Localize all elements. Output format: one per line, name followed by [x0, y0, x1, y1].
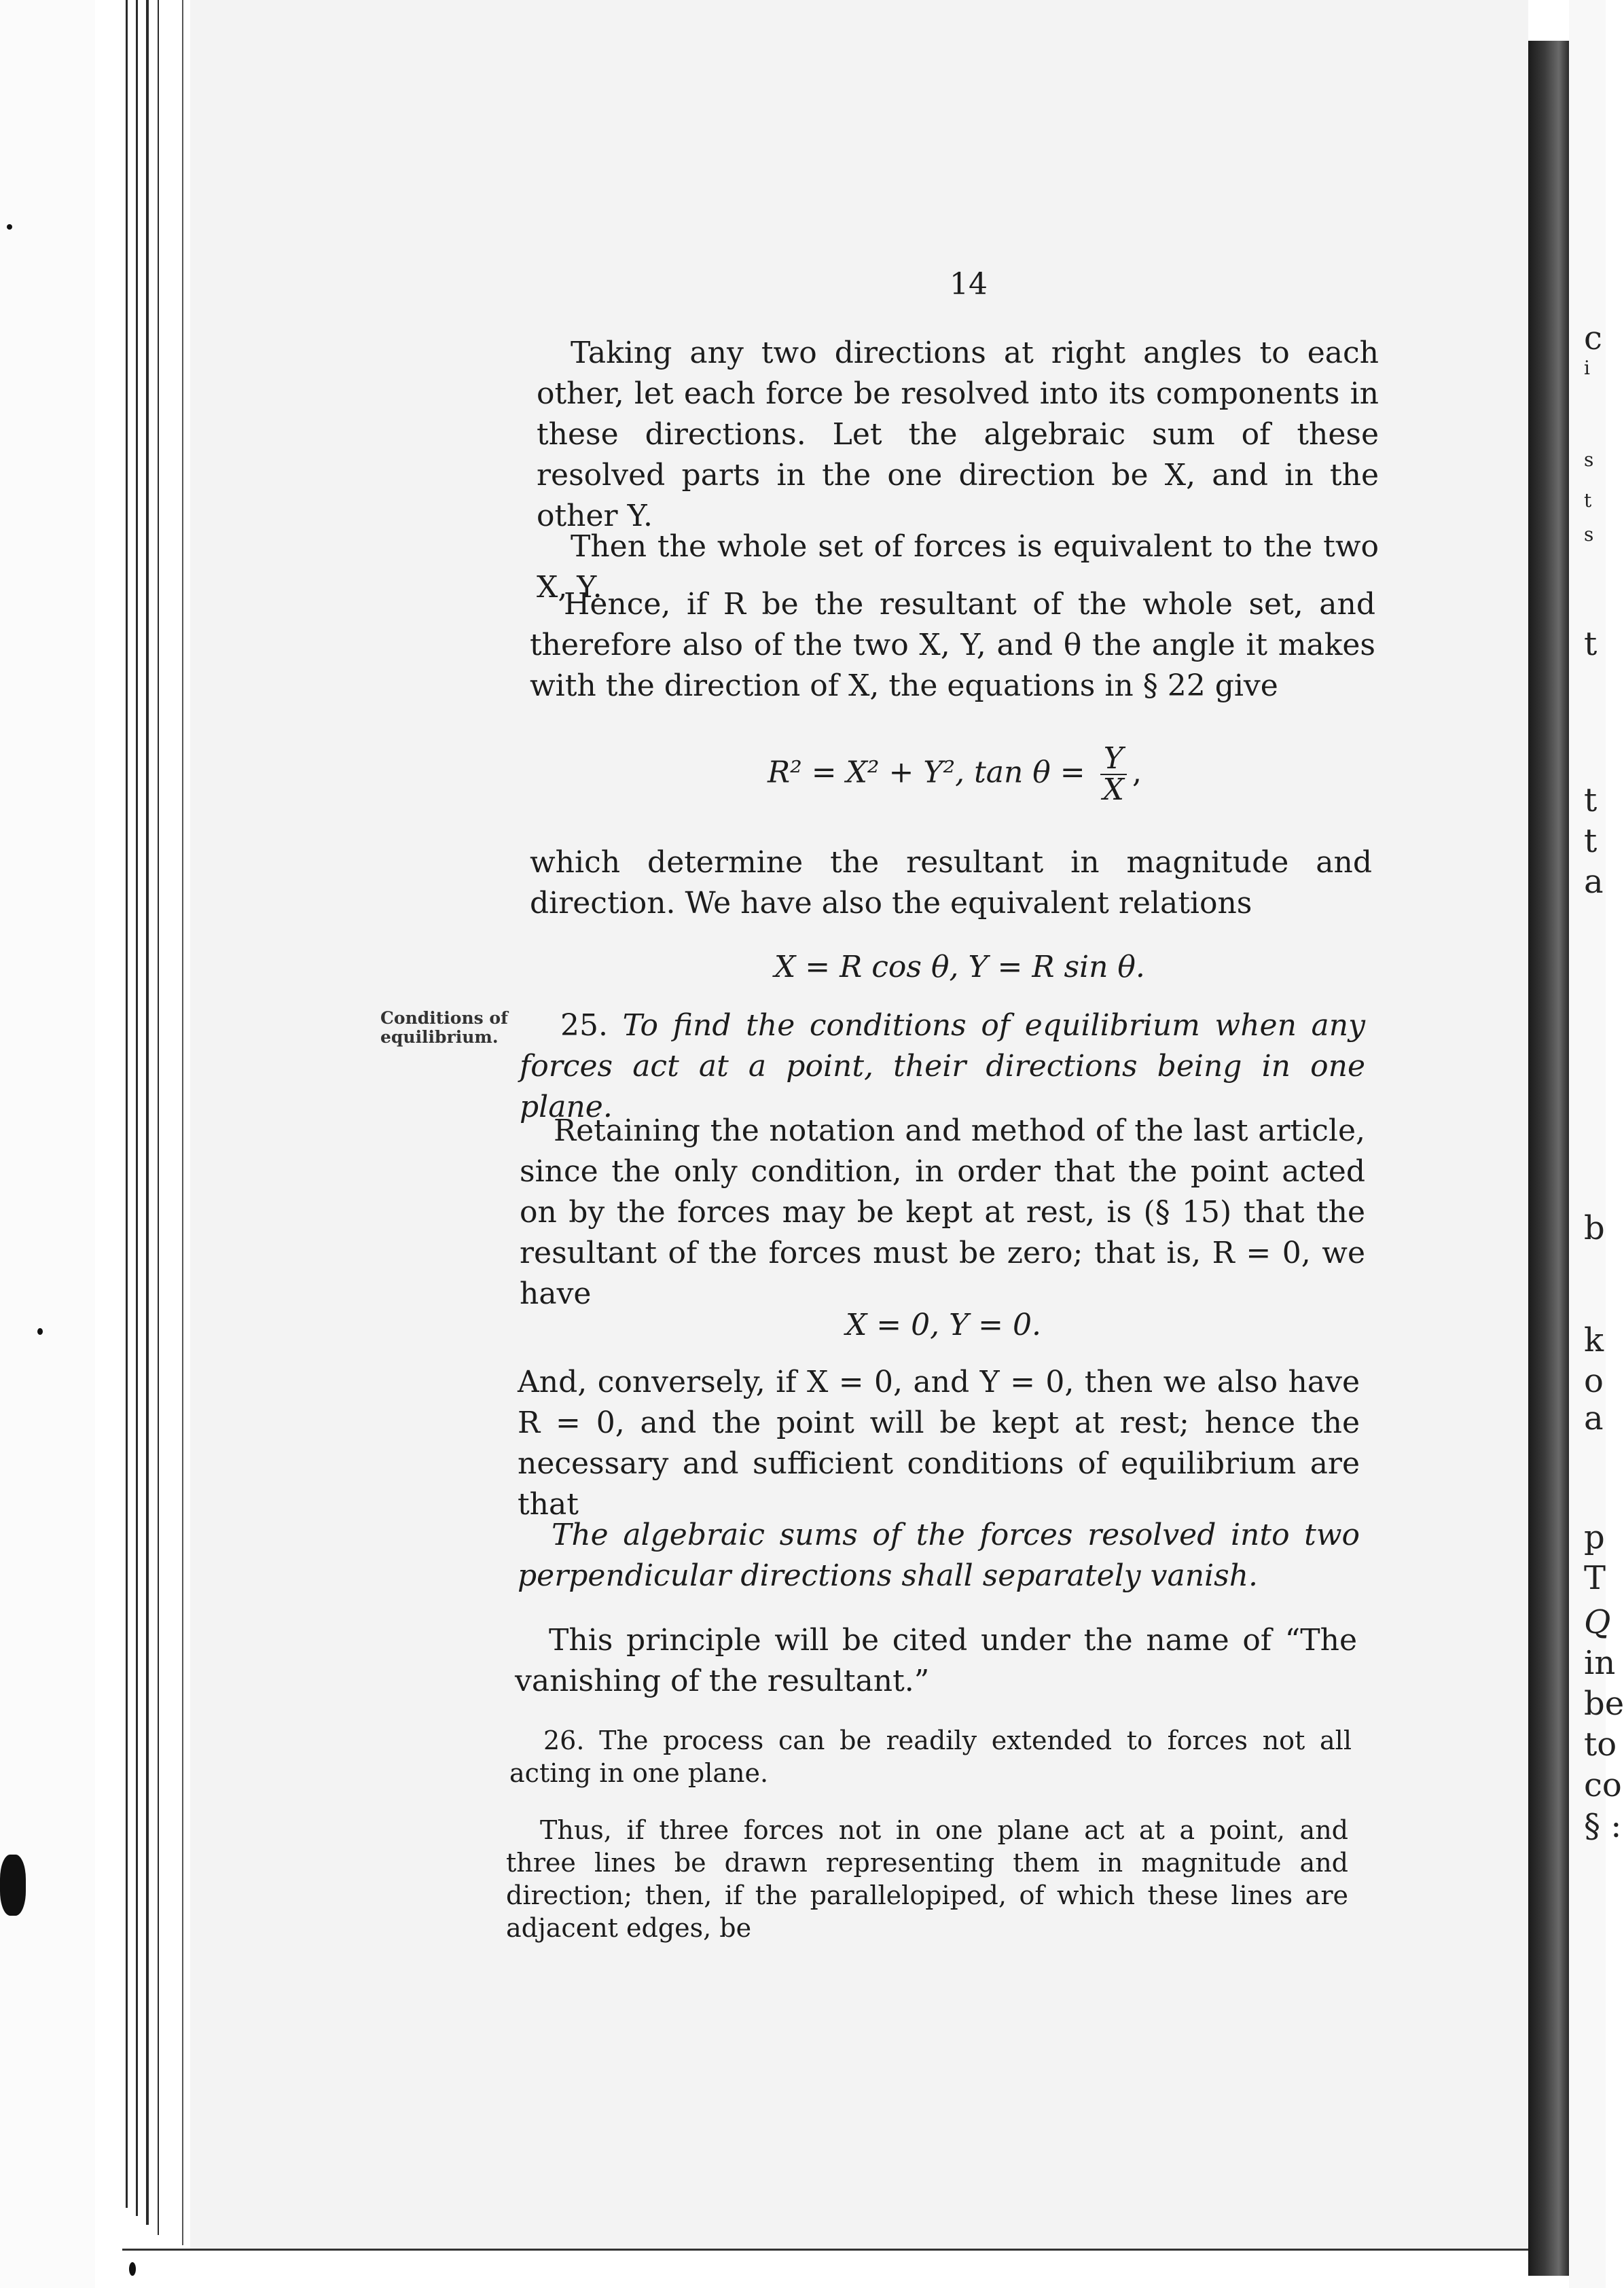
equation-resultant-end: , [1132, 755, 1142, 790]
paragraph-directions: Taking any two directions at right angles to each other, let each force be resolved into its components in these directions. Let the algebraic sum of these resolved parts in the one direction be X, and in the other Y. [537, 336, 1379, 533]
page-edge [146, 0, 149, 2225]
margin-note-line: equilibrium. [380, 1027, 499, 1047]
paragraph-equivalent-forces: Then the whole set of forces is equivalent to the two X, Y. [537, 529, 1379, 605]
page-edge [136, 0, 138, 2216]
adjacent-page-fragment: c i s t s t t t a b k o a p T Q in be to co § : [1569, 0, 1606, 2288]
paragraph-three-forces: Thus, if three forces not in one plane act at a point, and three lines be drawn representing them in magnitude and direction; then, if the parallelopiped, of which these lines are adjacent edges, be [506, 1815, 1348, 1943]
fraction-numerator: Y [1100, 744, 1127, 775]
paragraph-article-26: 26. The process can be readily extended to forces not all acting in one plane. [509, 1726, 1352, 1788]
scan-margin [0, 0, 95, 2288]
article-25-statement: To find the conditions of equilibrium when any forces act at a point, their directions being in one plane. [520, 1008, 1365, 1124]
paragraph-vanishing-resultant: This principle will be cited under the name of “The vanishing of the resultant.” [515, 1623, 1357, 1698]
paragraph-retaining-notation: Retaining the notation and method of the last article, since the only condition, in order that the point acted on by the forces may be kept at rest, is (§ 15) that the resultant of the forces must be zero; that is, R = 0, we have [520, 1113, 1365, 1311]
paragraph-article-25 [520, 1005, 1365, 1128]
fraction-denominator: X [1102, 772, 1124, 807]
page-edge [182, 0, 183, 2245]
margin-note-conditions [380, 1009, 508, 1047]
equation-components: X = R cos θ, Y = R sin θ. [774, 950, 1145, 984]
page-number: 14 [950, 267, 988, 302]
paragraph-conversely: And, conversely, if X = 0, and Y = 0, then we also have R = 0, and the point will be kept at rest; hence the necessary and sufficient conditions of equilibrium are that [518, 1365, 1360, 1522]
fraction-y-over-x [1100, 741, 1127, 807]
paragraph-magnitude-direction: which determine the resultant in magnitude and direction. We have also the equivalent relations [530, 845, 1372, 920]
book-spine-shadow [1528, 41, 1569, 2276]
equation-zero: X = 0, Y = 0. [846, 1308, 1041, 1342]
margin-note-line: Conditions of [380, 1008, 508, 1028]
paragraph-principle-statement: The algebraic sums of the forces resolved into two perpendicular directions shall separately vanish. [518, 1518, 1360, 1593]
page-edge [158, 0, 159, 2235]
article-number: 25. [560, 1008, 608, 1043]
paragraph-resultant: Hence, if R be the resultant of the whole set, and therefore also of the two X, Y, and θ the angle it makes with the direction of X, the equations in § 22 give [530, 587, 1375, 703]
equation-resultant-left: R² = X² + Y², tan θ = [768, 755, 1085, 790]
equation-resultant [768, 741, 1142, 807]
page-edge [126, 0, 128, 2208]
page-bottom-edge [122, 2249, 1528, 2251]
